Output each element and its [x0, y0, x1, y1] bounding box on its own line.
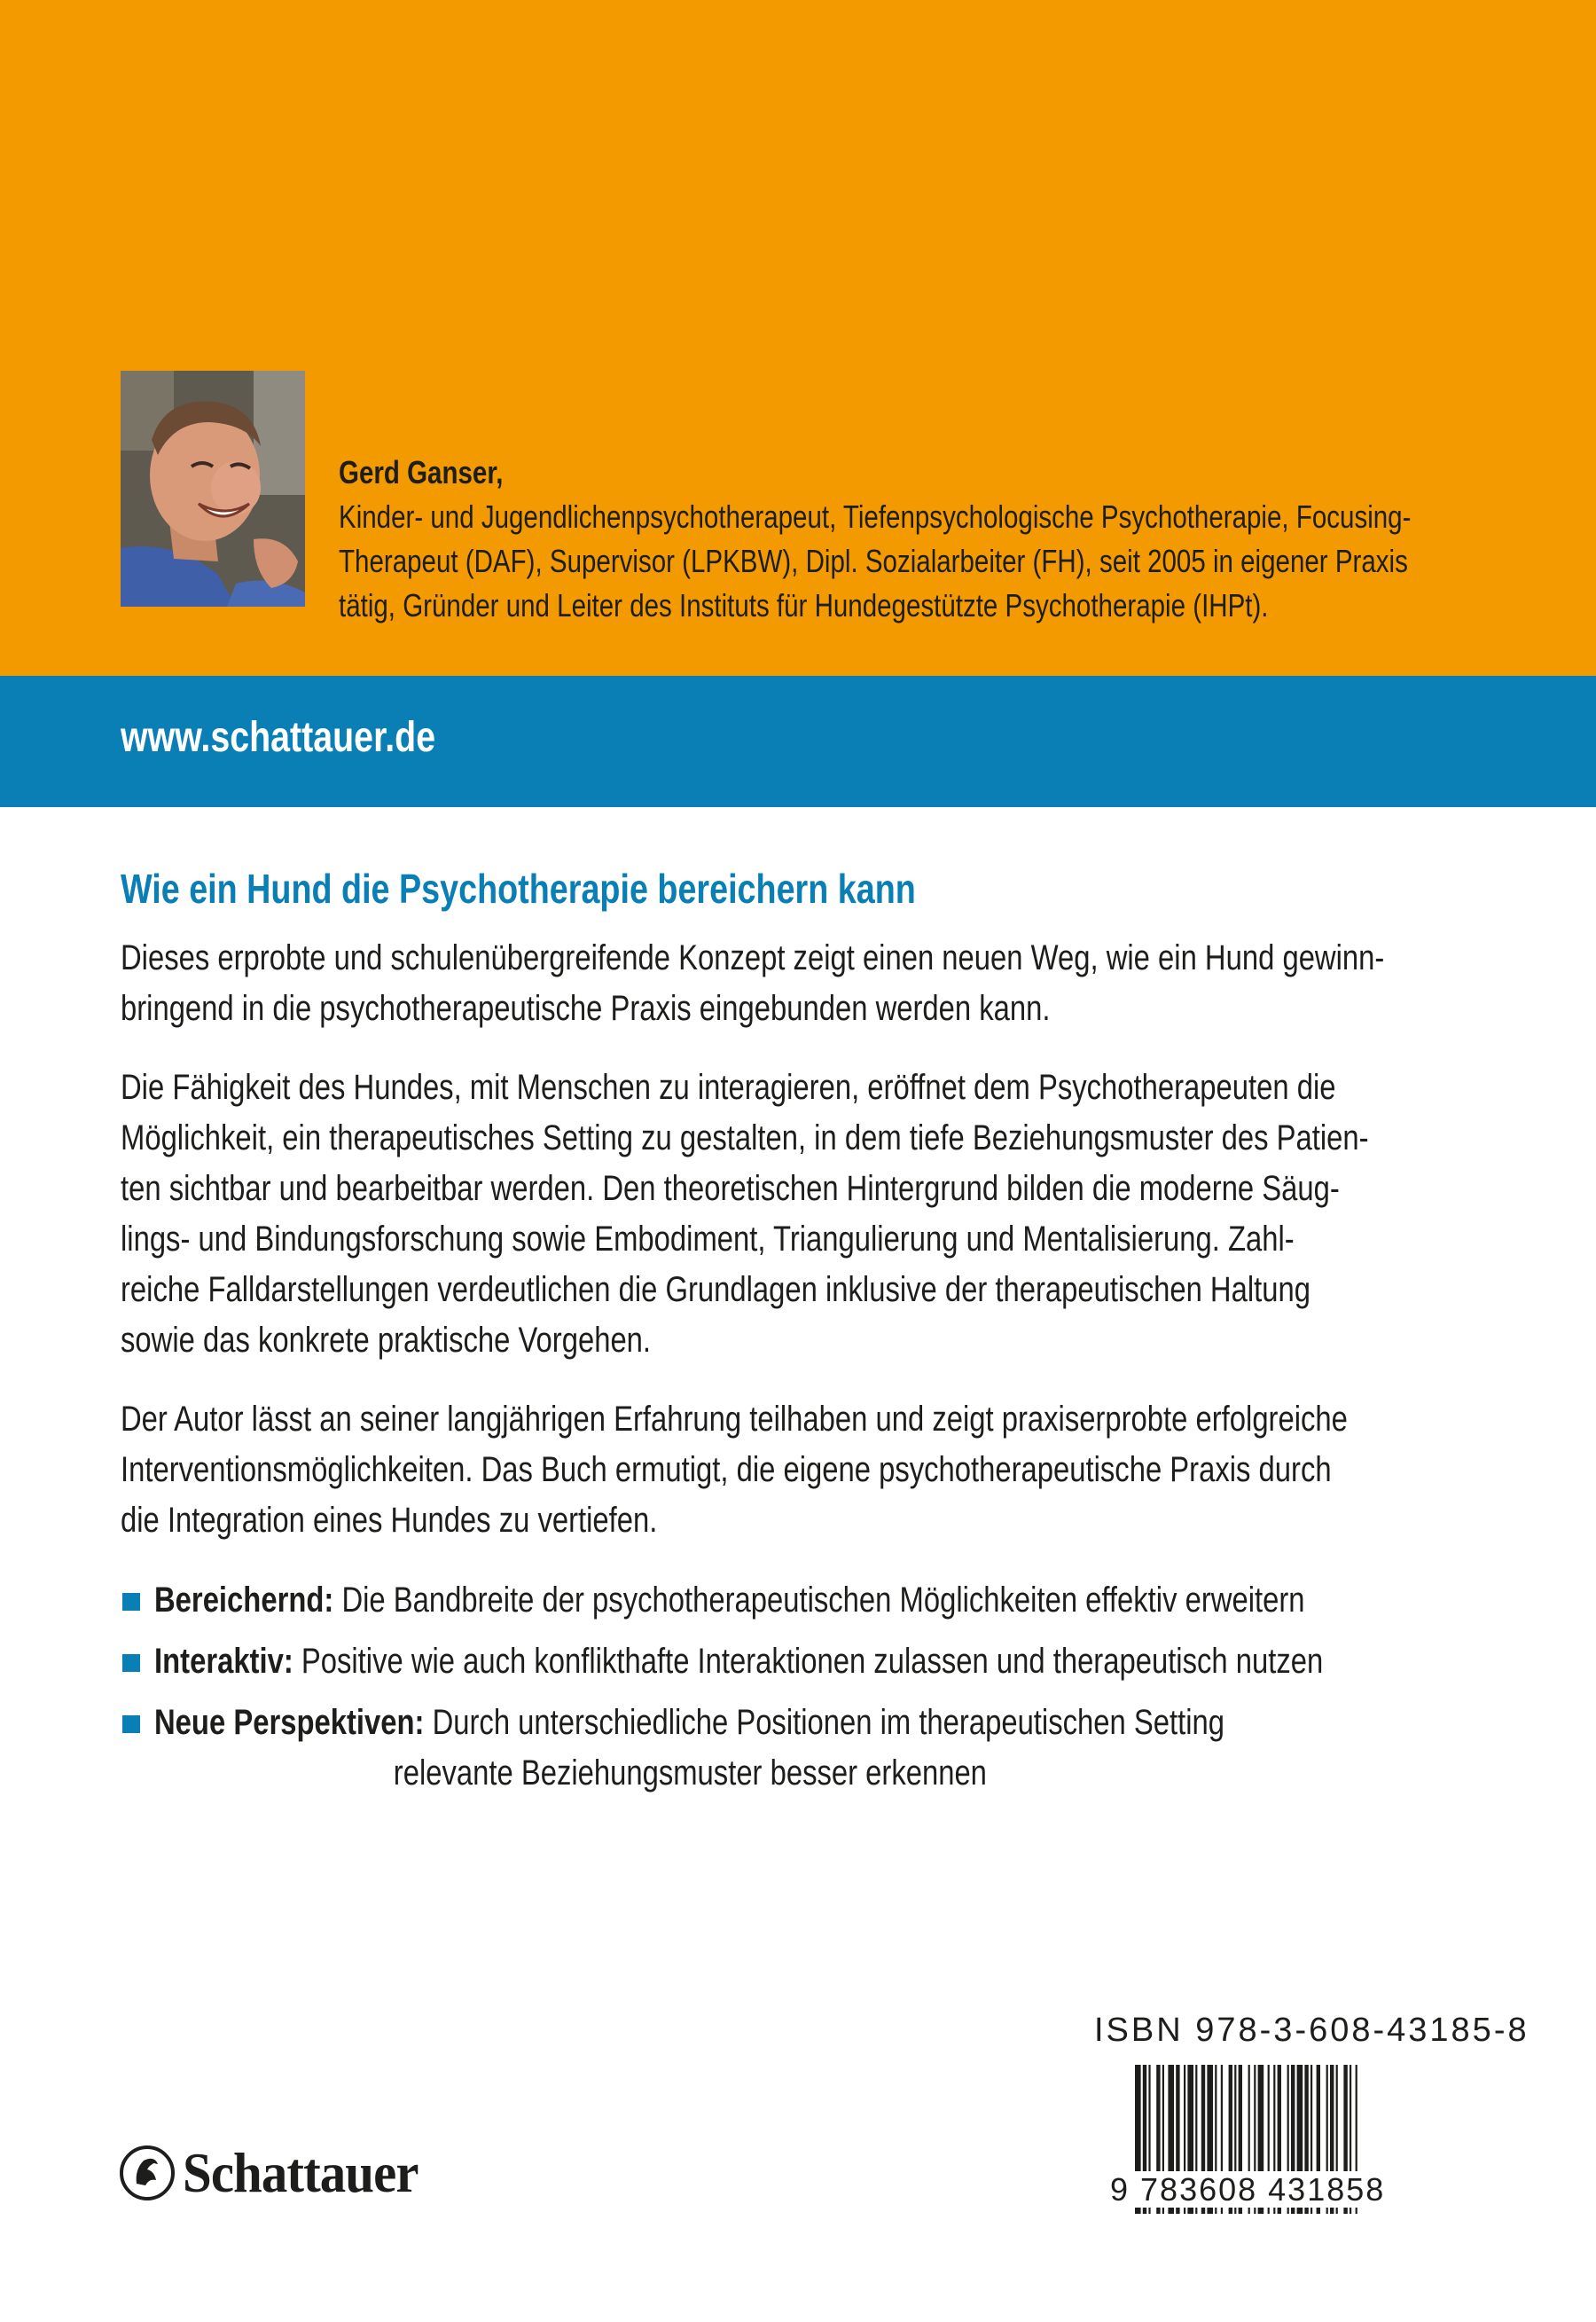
bullet-text: Durch unterschiedliche Positionen im therapeutischen Setting — [424, 1703, 1224, 1742]
paragraph-line: lings- und Bindungsforschung sowie Embodiment, Triangulierung und Mentalisierung. Zahl- — [121, 1220, 1295, 1259]
paragraph-line: sowie das konkrete praktische Vorgehen. — [121, 1321, 652, 1360]
feature-bullet — [121, 1636, 1486, 1687]
bullet-term: Interaktiv: — [154, 1642, 293, 1681]
paragraph-line: Interventionsmöglichkeiten. Das Buch ermutigt, die eigene psychotherapeutische Praxis durch — [121, 1450, 1332, 1489]
bullet-text: Die Bandbreite der psychotherapeutischen Möglichkeiten effektiv erweitern — [333, 1581, 1305, 1620]
square-bullet-icon — [122, 1654, 140, 1672]
bullet-text: Positive wie auch konflikthafte Interaktionen zulassen und therapeutisch nutzen — [293, 1642, 1324, 1681]
publisher-logo — [119, 2138, 439, 2208]
blurb-paragraph — [121, 933, 1468, 1034]
paragraph-line: reiche Falldarstellungen verdeutlichen die Grundlagen inklusive der therapeutischen Haltung — [121, 1270, 1310, 1309]
blurb-headline: Wie ein Hund die Psychotherapie bereichern kann — [121, 866, 916, 912]
isbn-label: ISBN 978-3-608-43185-8 — [1094, 2012, 1530, 2049]
author-bio — [339, 451, 1491, 628]
bullet-continuation: relevante Beziehungsmuster besser erkennen — [393, 1753, 987, 1792]
blurb-paragraph — [121, 1063, 1468, 1366]
paragraph-line: Die Fähigkeit des Hundes, mit Menschen zu interagieren, eröffnet dem Psychotherapeuten die — [121, 1068, 1336, 1107]
blurb-section — [121, 862, 1468, 1574]
paragraph-line: Der Autor lässt an seiner langjährigen Erfahrung teilhaben und zeigt praxiserprobte erfolgreiche — [121, 1400, 1348, 1439]
paragraph-line: bringend in die psychotherapeutische Praxis eingebunden werden kann. — [121, 989, 1051, 1028]
feature-bullets — [121, 1575, 1486, 1809]
bullet-term: Neue Perspektiven: — [154, 1703, 425, 1742]
author-bio-line: tätig, Gründer und Leiter des Instituts für Hundegestützte Psychotherapie (IHPt). — [339, 587, 1269, 624]
paragraph-line: ten sichtbar und bearbeitbar werden. Den theoretischen Hintergrund bilden die moderne Säug- — [121, 1169, 1340, 1208]
author-bio-line: Therapeut (DAF), Supervisor (LPKBW), Dipl. Sozialarbeiter (FH), seit 2005 in eigener Praxis — [339, 543, 1408, 579]
paragraph-line: die Integration eines Hundes zu vertiefen. — [121, 1501, 658, 1540]
publisher-website[interactable]: www.schattauer.de — [121, 714, 436, 761]
feature-bullet — [121, 1575, 1486, 1626]
website-band — [0, 676, 1596, 807]
feature-bullet — [121, 1698, 1486, 1799]
author-bio-line: Kinder- und Jugendlichenpsychotherapeut, Tiefenpsychologische Psychotherapie, Focusing- — [339, 498, 1412, 535]
barcode-digits: 9 783608 431858 — [1110, 2171, 1386, 2208]
author-photo — [121, 371, 305, 607]
paragraph-line: Dieses erprobte und schulenübergreifende Konzept zeigt einen neuen Weg, wie ein Hund gewinn- — [121, 938, 1385, 977]
square-bullet-icon — [122, 1593, 140, 1611]
publisher-name: Schattauer — [183, 2141, 419, 2204]
blurb-paragraph — [121, 1394, 1468, 1546]
publisher-emblem-icon — [119, 2145, 176, 2201]
bullet-term: Bereichernd: — [154, 1581, 334, 1620]
top-color-band — [0, 0, 1596, 676]
author-name: Gerd Ganser, — [339, 454, 504, 490]
paragraph-line: Möglichkeit, ein therapeutisches Setting zu gestalten, in dem tiefe Beziehungsmuster des Patien- — [121, 1118, 1369, 1157]
square-bullet-icon — [122, 1715, 140, 1733]
